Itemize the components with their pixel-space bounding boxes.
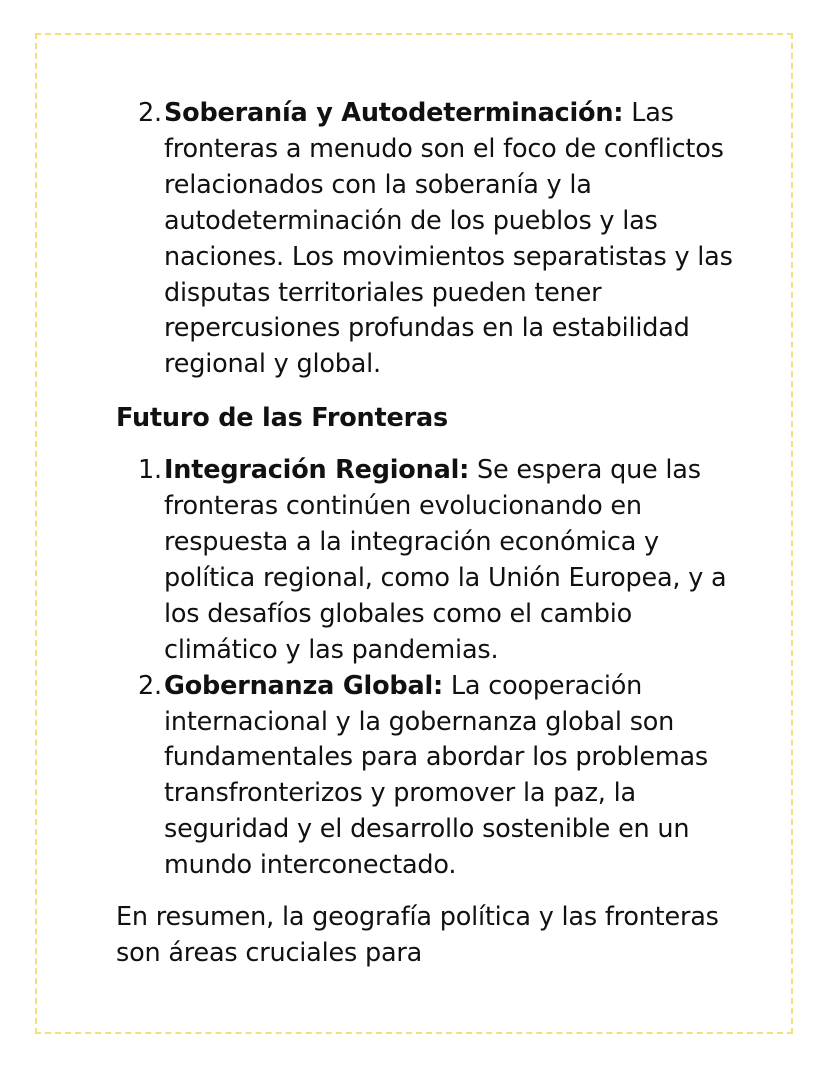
list-item-term: Gobernanza Global: — [164, 670, 444, 701]
list-item-regional-integration — [116, 453, 736, 668]
document-body — [116, 96, 736, 997]
list-number: 2. — [138, 98, 162, 128]
list-item-global-governance — [116, 669, 736, 884]
list-item-text: Las fronteras a menudo son el foco de conflictos relacionados con la soberanía y la autodeterminación de los pueblos y las naciones. Los movimientos separatistas y las disputas territoriales pueden tener repercusiones profundas en la estabilidad regional y global. — [164, 98, 733, 380]
summary-paragraph: En resumen, la geografía política y las fronteras son áreas cruciales para — [116, 902, 719, 968]
future-list — [116, 453, 736, 884]
list-number: 2. — [138, 670, 162, 701]
section-heading: Futuro de las Fronteras — [116, 403, 448, 434]
list-number: 1. — [138, 455, 162, 486]
list-item-text: Se espera que las fronteras continúen evolucionando en respuesta a la integración económica y política regional, como la Unión Europea, y a los desafíos globales como el cambio climático y las pandemias. — [164, 455, 727, 665]
list-item-term: Soberanía y Autodeterminación: — [164, 98, 624, 128]
list-item-sovereignty — [116, 96, 736, 383]
sovereignty-list — [116, 96, 736, 383]
list-item-term: Integración Regional: — [164, 455, 470, 486]
list-item-text: La cooperación internacional y la gobernanza global son fundamentales para abordar los problemas transfronterizos y promover la paz, la seguridad y el desarrollo sostenible en un mundo interconectado. — [164, 670, 708, 881]
